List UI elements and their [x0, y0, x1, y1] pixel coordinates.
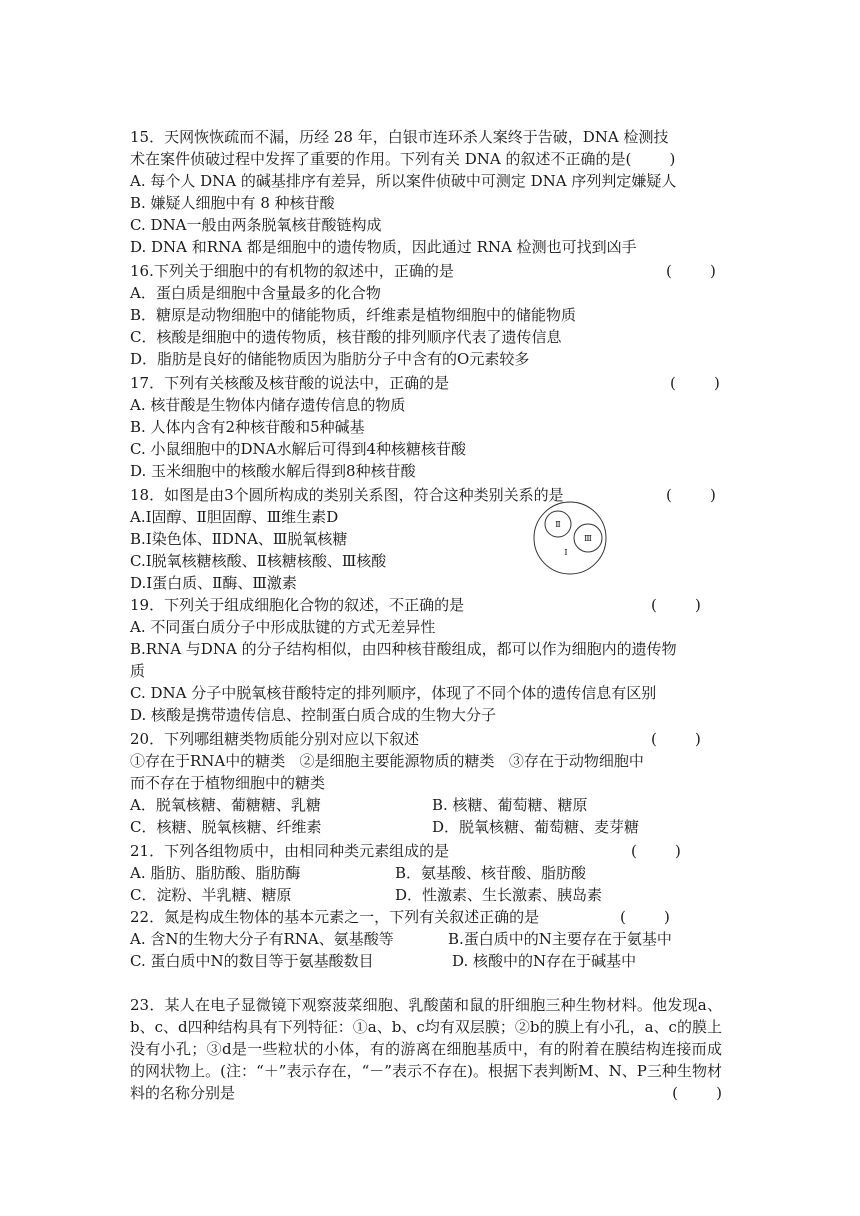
label-outer: Ⅰ [564, 548, 568, 557]
q20-option-d: D．脱氧核糖、葡萄糖、麦芽糖 [432, 818, 640, 836]
q18-option-d: D.Ⅰ蛋白质、Ⅱ酶、Ⅲ激素 [130, 574, 297, 592]
q22-answer-bracket: ( ) [620, 908, 670, 926]
label-right: Ⅲ [584, 534, 592, 543]
q19-option-c: C. DNA 分子中脱氧核苷酸特定的排列顺序，体现了不同个体的遗传信息有区别 [130, 684, 657, 702]
q22-option-d: D. 核酸中的N存在于碱基中 [452, 952, 637, 970]
q15-stem-line2: 术在案件侦破过程中发挥了重要的作用。下列有关 DNA 的叙述不正确的是( ) [130, 150, 676, 168]
q23-stem [130, 994, 722, 1104]
q21-option-b: B．氨基酸、核苷酸、脂肪酸 [395, 864, 587, 882]
q18-stem: 18．如图是由3个圆所构成的类别关系图，符合这种类别关系的是 [130, 486, 564, 504]
q23-answer-bracket: ( ) [672, 1084, 722, 1102]
q20-option-b: B. 核糖、葡萄糖、糖原 [432, 796, 588, 814]
q16-option-c: C．核酸是细胞中的遗传物质，核苷酸的排列顺序代表了遗传信息 [130, 328, 562, 346]
q20-answer-bracket: ( ) [651, 730, 701, 748]
q17-option-d: D. 玉米细胞中的核酸水解后得到8种核苷酸 [130, 462, 416, 480]
q17-option-c: C. 小鼠细胞中的DNA水解后可得到4种核糖核苷酸 [130, 440, 467, 458]
q18-option-a: A.Ⅰ固醇、Ⅱ胆固醇、Ⅲ维生素D [130, 508, 339, 526]
outer-circle [534, 502, 606, 574]
q21-answer-bracket: ( ) [631, 842, 681, 860]
q21-stem: 21．下列各组物质中，由相同种类元素组成的是 [130, 842, 450, 860]
q18-option-c: C.Ⅰ脱氧核糖核酸、Ⅱ核糖核酸、Ⅲ核酸 [130, 552, 387, 570]
q19-option-d: D. 核酸是携带遗传信息、控制蛋白质合成的生物大分子 [130, 706, 497, 724]
q17-answer-bracket: ( ) [670, 374, 720, 392]
q15-option-b: B. 嫌疑人细胞中有 8 种核苷酸 [130, 194, 335, 212]
q20-stem: 20．下列哪组糖类物质能分别对应以下叙述 [130, 730, 420, 748]
q22-stem: 22．氮是构成生物体的基本元素之一，下列有关叙述正确的是 [130, 908, 540, 926]
q15-option-c: C. DNA一般由两条脱氧核苷酸链构成 [130, 216, 382, 234]
q18-answer-bracket: ( ) [666, 486, 716, 504]
q19-option-b-line2: 质 [130, 662, 146, 680]
q20-option-c: C．核糖、脱氧核糖、纤维素 [130, 818, 322, 836]
q20-option-a: A．脱氧核糖、葡糖糖、乳糖 [130, 796, 321, 814]
q16-option-a: A．蛋白质是细胞中含量最多的化合物 [130, 284, 381, 302]
q15-option-a: A. 每个人 DNA 的碱基排序有差异，所以案件侦破中可测定 DNA 序列判定嫌疑人 [130, 172, 677, 190]
category-relation-diagram [532, 500, 608, 576]
q19-option-a: A. 不同蛋白质分子中形成肽键的方式无差异性 [130, 618, 436, 636]
q19-answer-bracket: ( ) [651, 596, 701, 614]
q16-option-b: B．糖原是动物细胞中的储能物质，纤维素是植物细胞中的储能物质 [130, 306, 577, 324]
q15-stem-line1: 15．天网恢恢疏而不漏，历经 28 年，白银市连环杀人案终于告破，DNA 检测技 [130, 128, 669, 146]
q22-option-c: C. 蛋白质中N的数目等于氨基酸数目 [130, 952, 374, 970]
q15-option-d: D. DNA 和RNA 都是细胞中的遗传物质，因此通过 RNA 检测也可找到凶手 [130, 238, 637, 256]
q19-stem: 19．下列关于组成细胞化合物的叙述，不正确的是 [130, 596, 465, 614]
q19-option-b-line1: B.RNA 与DNA 的分子结构相似，由四种核苷酸组成，都可以作为细胞内的遗传物 [130, 640, 677, 658]
q20-description-line2: 而不存在于植物细胞中的糖类 [130, 774, 326, 792]
q17-option-b: B. 人体内含有2种核苷酸和5种碱基 [130, 418, 365, 436]
q16-answer-bracket: ( ) [666, 262, 716, 280]
q21-option-a: A. 脂肪、脂肪酸、脂肪酶 [130, 864, 301, 882]
q22-option-a: A. 含N的生物大分子有RNA、氨基酸等 [130, 930, 394, 948]
q21-option-d: D．性激素、生长激素、胰岛素 [395, 886, 603, 904]
q22-option-b: B.蛋白质中的N主要存在于氨基中 [448, 930, 672, 948]
q20-description-line1: ①存在于RNA中的糖类 ②是细胞主要能源物质的糖类 ③存在于动物细胞中 [130, 752, 644, 770]
q17-option-a: A. 核苷酸是生物体内储存遗传信息的物质 [130, 396, 406, 414]
q17-stem: 17．下列有关核酸及核苷酸的说法中，正确的是 [130, 374, 450, 392]
q21-option-c: C．淀粉、半乳糖、糖原 [130, 886, 292, 904]
q16-stem: 16.下列关于细胞中的有机物的叙述中，正确的是 [130, 262, 454, 280]
q18-option-b: B.Ⅰ染色体、ⅡDNA、Ⅲ脱氧核糖 [130, 530, 348, 548]
label-left: Ⅱ [555, 520, 561, 529]
q16-option-d: D．脂肪是良好的储能物质因为脂肪分子中含有的O元素较多 [130, 350, 530, 368]
q23-stem-text: 23．某人在电子显微镜下观察菠菜细胞、乳酸菌和鼠的肝细胞三种生物材料。他发现a、b、c、d四种结构具有下列特征：①a、b、c均有双层膜；②b的膜上有小孔，a、c的膜上没有小孔；③d是一些粒状的小体，有的游离在细胞基质中，有的附着在膜结构连接而成的网状物上。(注：“＋”表示存在，“－”表示不存在)。根据下表判断M、N、P三种生物材料的名称分别是 [130, 996, 722, 1102]
